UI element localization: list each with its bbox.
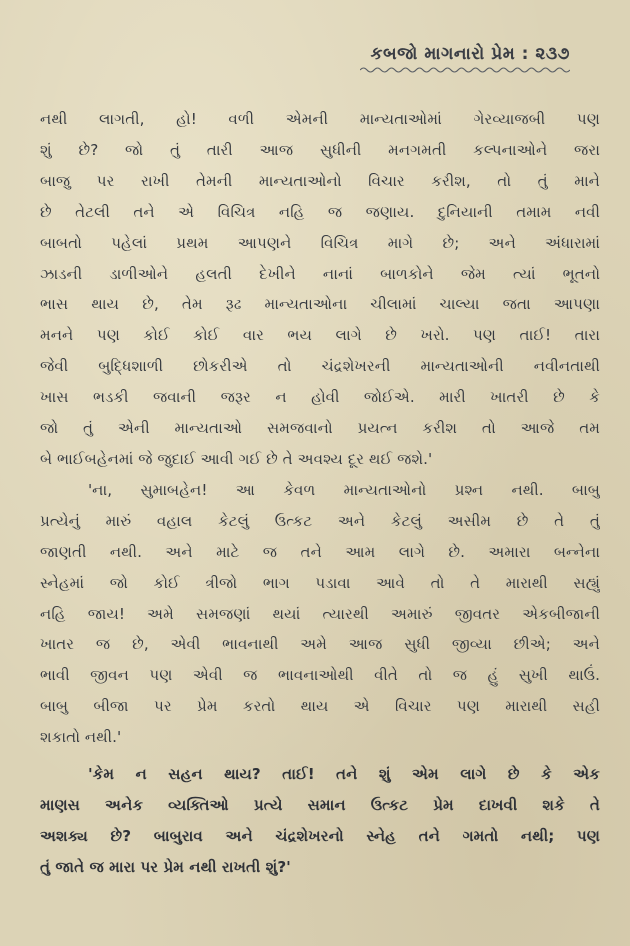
text-line: બાબુ બીજા પર પ્રેમ કરતો થાય એ વિચાર પણ મારાથી સહી bbox=[40, 697, 600, 716]
text-line: બે ભાઈબહેનમાં જે જુદાઈ આવી ગઈ છે તે અવશ્ય દૂર થઈ જશે.' bbox=[40, 449, 433, 468]
text-line: પ્રત્યેનું મારું વહાલ કેટલું ઉત્કટ અને કેટલું અસીમ છે તે તું bbox=[40, 511, 600, 530]
text-line: 'ના, સુમાબહેન! આ કેવળ માન્યતાઓનો પ્રશ્ન નથી. બાબુ bbox=[88, 480, 600, 499]
text-line: ભાસ થાય છે, તેમ રૂઢ માન્યતાઓના ચીલામાં ચાલ્યા જતા આપણા bbox=[40, 295, 600, 314]
wavy-rule-ornament bbox=[360, 66, 570, 74]
text-line: જાણતી નથી. અને માટે જ તને આમ લાગે છે. અમારા બન્નેના bbox=[40, 542, 600, 561]
paragraph-1 bbox=[40, 104, 600, 475]
running-head bbox=[310, 44, 570, 74]
text-line: છે તેટલી તને એ વિચિત્ર નહિ જ જણાય. દુનિયાની તમામ નવી bbox=[40, 202, 600, 221]
paragraph-3 bbox=[40, 759, 600, 883]
text-line: ઝાડની ડાળીઓને હલતી દેખીને નાનાં બાળકોને જેમ ત્યાં ભૂતનો bbox=[40, 264, 600, 283]
text-line: જેવી બુદ્ધિશાળી છોકરીએ તો ચંદ્રશેખરની માન્યતાઓની નવીનતાથી bbox=[40, 357, 600, 376]
text-line: સ્નેહમાં જો કોઈ ત્રીજો ભાગ પડાવા આવે તો તે મારાથી સહ્યું bbox=[40, 573, 600, 592]
running-title: કબજો માગનારો પ્રેમ : ૨૩૭ bbox=[370, 44, 570, 64]
text-line: બાજુ પર રાખી તેમની માન્યતાઓનો વિચાર કરીશ, તો તું માને bbox=[40, 171, 600, 190]
text-line: અશક્ય છે? બાબુરાવ અને ચંદ્રશેખરનો સ્નેહ તને ગમતો નથી; પણ bbox=[40, 826, 600, 845]
text-line: માણસ અનેક વ્યક્તિઓ પ્રત્યે સમાન ઉત્કટ પ્રેમ દાખવી શકે તે bbox=[40, 795, 600, 814]
text-line: તું જાતે જ મારા પર પ્રેમ નથી રાખતી શું?' bbox=[40, 857, 291, 876]
text-line: નથી લાગતી, હો! વળી એમની માન્યતાઓમાં ગેરવ્યાજબી પણ bbox=[40, 110, 600, 128]
text-line: મનને પણ કોઈ કોઈ વાર ભય લાગે છે ખરો. પણ તાઈ! તારા bbox=[40, 326, 600, 345]
text-line: બાબતો પહેલાં પ્રથમ આપણને વિચિત્ર માગે છે; અને અંધારામાં bbox=[40, 233, 600, 252]
text-line: જો તું એની માન્યતાઓ સમજવાનો પ્રયત્ન કરીશ તો આજે તમ bbox=[40, 419, 600, 438]
text-line: 'કેમ ન સહન થાય? તાઈ! તને શું એમ લાગે છે કે એક bbox=[88, 765, 600, 784]
text-line: ભાવી જીવન પણ એવી જ ભાવનાઓથી વીતે તો જ હું સુખી થાઉં. bbox=[40, 666, 600, 685]
text-line: શું છે? જો તું તારી આજ સુધીની મનગમતી કલ્પનાઓને જરા bbox=[40, 140, 600, 159]
text-line: ખાતર જ છે, એવી ભાવનાથી અમે આજ સુધી જીવ્યા છીએ; અને bbox=[40, 635, 600, 654]
text-line: ખાસ ભડકી જવાની જરૂર ન હોવી જોઈએ. મારી ખાતરી છે કે bbox=[40, 388, 600, 407]
paragraph-2 bbox=[40, 475, 600, 753]
body-text bbox=[40, 104, 600, 883]
text-line: નહિ જાય! અમે સમજણાં થયાં ત્યારથી અમારું જીવતર એકબીજાની bbox=[40, 604, 600, 623]
text-line: શકાતો નથી.' bbox=[40, 728, 122, 747]
